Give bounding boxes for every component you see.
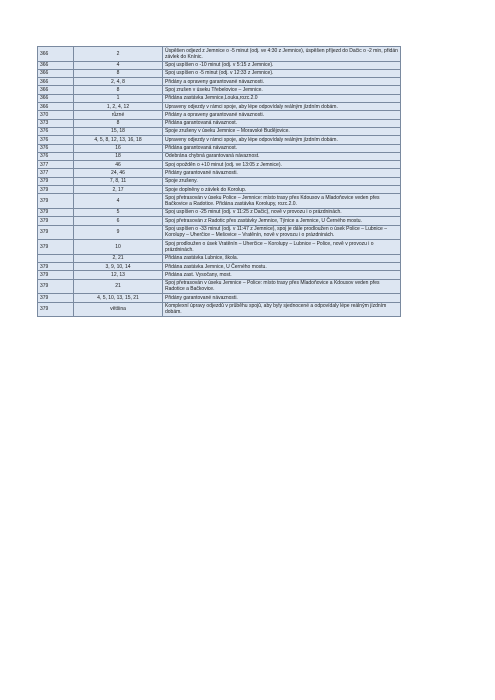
description-cell: Přidána garantovaná návaznost. [163, 144, 401, 152]
line-number-cell: 376 [38, 127, 74, 135]
connections-cell: 4, 5, 10, 13, 15, 21 [74, 294, 163, 302]
description-cell: Přidána zastávka Jemnice,Louka,rozc.2.0 [163, 94, 401, 102]
table-row [38, 136, 401, 144]
line-number-cell: 379 [38, 186, 74, 194]
connections-cell: 2, 4, 8 [74, 78, 163, 86]
table-row [38, 302, 401, 317]
connections-cell: 15, 18 [74, 127, 163, 135]
table-row [38, 169, 401, 177]
description-cell: Spoj přetrasován z Radotic přes zastávky Jemnice, Týnice a Jemnice, U Černého mostu. [163, 217, 401, 225]
table-row [38, 61, 401, 69]
table-row [38, 208, 401, 216]
connections-cell: 6 [74, 217, 163, 225]
table-row [38, 263, 401, 271]
connections-cell: 12, 13 [74, 271, 163, 279]
table-row [38, 111, 401, 119]
line-number-cell: 379 [38, 240, 74, 255]
connections-cell: 3, 9, 10, 14 [74, 263, 163, 271]
line-number-cell: 379 [38, 279, 74, 294]
connections-cell: 8 [74, 86, 163, 94]
description-cell: Spoje doplněny o závlek do Korolup. [163, 186, 401, 194]
timetable-changes-table [37, 46, 401, 317]
table-row [38, 279, 401, 294]
table-row [38, 294, 401, 302]
table-row [38, 119, 401, 127]
description-cell: Přidána zast. Vysočany, most. [163, 271, 401, 279]
table-row [38, 152, 401, 160]
connections-cell: 16 [74, 144, 163, 152]
description-cell: Přidána zastávka Jemnice, U Černého mostu. [163, 263, 401, 271]
description-cell: Přidána garantovaná návaznost. [163, 119, 401, 127]
line-number-cell: 366 [38, 86, 74, 94]
line-number-cell: 366 [38, 78, 74, 86]
connections-cell: 46 [74, 161, 163, 169]
table-row [38, 47, 401, 62]
description-cell: Spoj uspíšen o -25 minut (odj. v 11:25 z Dačic), nově v provozu i o prázdninách. [163, 208, 401, 216]
line-number-cell: 379 [38, 294, 74, 302]
table-row [38, 271, 401, 279]
line-number-cell: 370 [38, 111, 74, 119]
line-number-cell: 379 [38, 208, 74, 216]
description-cell: Spoj opožděn o +10 minut (odj. ve 13:05 z Jemnice). [163, 161, 401, 169]
connections-cell: 7, 8, 11 [74, 177, 163, 185]
line-number-cell: 373 [38, 119, 74, 127]
connections-cell: 2, 21 [74, 254, 163, 262]
line-number-cell: 376 [38, 144, 74, 152]
table-row [38, 94, 401, 102]
line-number-cell: 379 [38, 194, 74, 209]
table-row [38, 161, 401, 169]
line-number-cell: 377 [38, 161, 74, 169]
description-cell: Spoje zrušeny v úseku Jemnice – Moravské Budějovice. [163, 127, 401, 135]
table-row [38, 103, 401, 111]
line-number-cell: 366 [38, 103, 74, 111]
line-number-cell: 379 [38, 177, 74, 185]
description-cell: Komplexní úpravy odjezdů v průběhu spojů, aby byly sjednocené a odpovídaly lépe reálným jízdním dobám. [163, 302, 401, 317]
line-number-cell: 379 [38, 217, 74, 225]
connections-cell: 5 [74, 208, 163, 216]
line-number-cell: 376 [38, 152, 74, 160]
connections-cell: 10 [74, 240, 163, 255]
description-cell: Přidány garantované návaznosti. [163, 294, 401, 302]
description-cell: Spoje zrušeny. [163, 177, 401, 185]
description-cell: Spoj uspíšen o -10 minut (odj. v 5:15 z Jemnice). [163, 61, 401, 69]
line-number-cell: 379 [38, 263, 74, 271]
connections-cell: 8 [74, 119, 163, 127]
description-cell: Přidána zastávka Lubnice, škola. [163, 254, 401, 262]
connections-cell: většina [74, 302, 163, 317]
description-cell: Spoj přetrasován v úseku Jemnice – Police: místo trasy přes Mladoňovice a Kdousov veden přes Radotice a Bačkovice. [163, 279, 401, 294]
table-row [38, 78, 401, 86]
line-number-cell: 366 [38, 47, 74, 62]
connections-cell: 2 [74, 47, 163, 62]
table-row [38, 217, 401, 225]
connections-cell: 1, 2, 4, 12 [74, 103, 163, 111]
connections-cell: 4 [74, 194, 163, 209]
description-cell: Úspěšen odjezd z Jemnice o -5 minut (odj. ve 4:30 z Jemnice), úspěšen příjezd do Dačic o -2 min, přidán závlek do Knínic. [163, 47, 401, 62]
line-number-cell: 377 [38, 169, 74, 177]
line-number-cell: 379 [38, 302, 74, 317]
table-body [38, 47, 401, 317]
line-number-cell [38, 254, 74, 262]
table-row [38, 144, 401, 152]
line-number-cell: 379 [38, 225, 74, 240]
description-cell: Spoj zrušen v úseku Třebelovice – Jemnice. [163, 86, 401, 94]
description-cell: Přidány a opraveny garantované návaznosti. [163, 78, 401, 86]
line-number-cell: 366 [38, 94, 74, 102]
description-cell: Spoj uspíšen o -33 minut (odj. v 11:47 z Jemnice), spoj je dále prodloužen o úsek Police – Lubnice – Korolupy – Uherčice – Mešovice – Vratěnín, nově v provozu i o prázdninách. [163, 225, 401, 240]
table-row [38, 186, 401, 194]
connections-cell: 18 [74, 152, 163, 160]
connections-cell: 2, 17 [74, 186, 163, 194]
table-row [38, 194, 401, 209]
table-row [38, 254, 401, 262]
table-row [38, 86, 401, 94]
line-number-cell: 366 [38, 61, 74, 69]
line-number-cell: 379 [38, 271, 74, 279]
description-cell: Spoj prodloužen o úsek Vratěnín – Uherčice – Korolupy – Lubnice – Police, nově v provozu i o prázdninách. [163, 240, 401, 255]
connections-cell: 21 [74, 279, 163, 294]
connections-cell: různé [74, 111, 163, 119]
description-cell: Upraveny odjezdy v rámci spoje, aby lépe odpovídaly reálným jízdním dobám. [163, 103, 401, 111]
description-cell: Přidány garantované návaznosti. [163, 169, 401, 177]
description-cell: Přidány a opraveny garantované návaznosti. [163, 111, 401, 119]
table-row [38, 240, 401, 255]
connections-cell: 4 [74, 61, 163, 69]
connections-cell: 1 [74, 94, 163, 102]
connections-cell: 4, 5, 8, 12, 13, 16, 18 [74, 136, 163, 144]
description-cell: Upraveny odjezdy v rámci spoje, aby lépe odpovídaly reálným jízdním dobám. [163, 136, 401, 144]
table-row [38, 225, 401, 240]
table-row [38, 177, 401, 185]
connections-cell: 8 [74, 69, 163, 77]
description-cell: Odebrána chybná garantovaná návaznost. [163, 152, 401, 160]
description-cell: Spoj uspíšen o -5 minut (odj. v 12:33 z Jemnice). [163, 69, 401, 77]
connections-cell: 9 [74, 225, 163, 240]
line-number-cell: 376 [38, 136, 74, 144]
description-cell: Spoj přetrasován v úseku Police – Jemnice: místo trasy přes Kdousov a Mladoňovice veden přes Bačkovice a Radotice. Přidána zastávka Korolupy, rozc.2.0. [163, 194, 401, 209]
connections-cell: 24, 46 [74, 169, 163, 177]
table-row [38, 69, 401, 77]
table-row [38, 127, 401, 135]
line-number-cell: 366 [38, 69, 74, 77]
